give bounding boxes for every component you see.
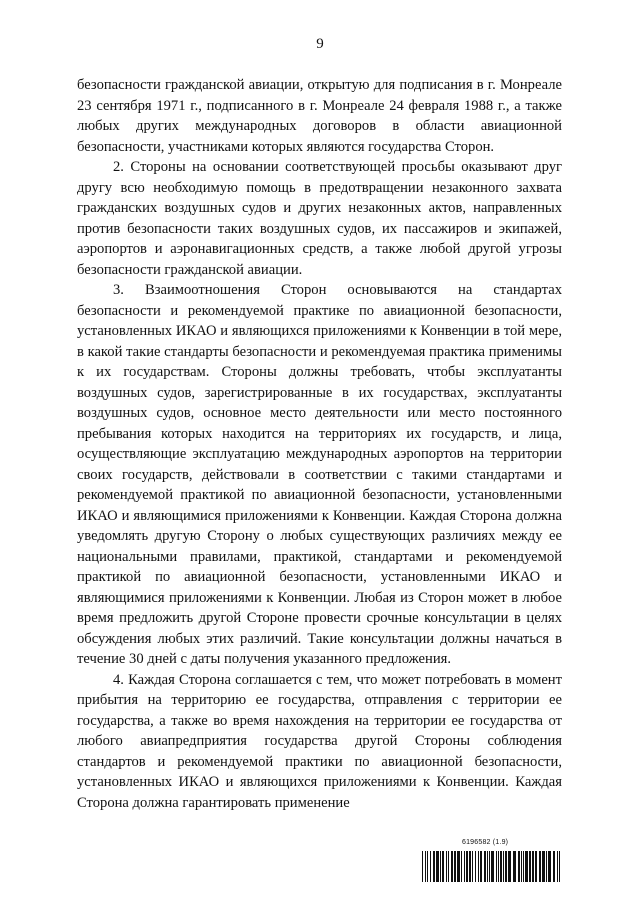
paragraph-p2: 2. Стороны на основании соответствующей просьбы оказывают друг другу всю необходимую помощь в предотвращении незаконного захвата гражданских воздушных судов и других незаконных актов, направленных против безопасности таких воздушных судов, их пассажиров и экипажей, аэропортов и аэронавигационных средств, а также любой другой угрозы безопасности гражданской авиации. (77, 159, 562, 278)
barcode-block (422, 839, 562, 883)
paragraph-p1: безопасности гражданской авиации, открытую для подписания в г. Монреале 23 сентября 1971 г., подписанного в г. Монреале 24 февраля 1988 г., а также любых других международных договоров в области авиационной безопасности, участниками которых являются государства Сторон. (77, 77, 562, 155)
paragraph-p4: 4. Каждая Сторона соглашается с тем, что может потребовать в момент прибытия на территорию ее государства, отправления с территории ее государства, а также во время нахождения на территории ее государства от любого авиапредприятия государства другой Стороны соблюдения стандартов и рекомендуемой практики по авиационной безопасности, установленных ИКАО и являющихся приложениями к Конвенции. Каждая Сторона должна гарантировать применение (77, 671, 562, 811)
document-code: 6196582 (1.9) (462, 839, 509, 846)
page-number: 9 (316, 36, 324, 52)
document-body (77, 75, 562, 813)
barcode-image (422, 851, 562, 882)
paragraph-p3: 3. Взаимоотношения Сторон основываются на стандартах безопасности и рекомендуемой практике по авиационной безопасности, установленных ИКАО и являющихся приложениями к Конвенции в той мере, в какой такие стандарты безопасности и рекомендуемая практика применимы к их государствам. Стороны должны требовать, чтобы эксплуатанты воздушных судов, зарегистрированные в их государствах, эксплуатанты воздушных судов, основное место деятельности или место постоянного пребывания которых находится на территориях их государств, и лица, осуществляющие эксплуатацию международных аэропортов на территории своих государств, действовали в соответствии с такими стандартами и рекомендуемой практикой по авиационной безопасности, установленными ИКАО и являющимися приложениями к Конвенции. Каждая Сторона должна уведомлять другую Сторону о любых существующих различиях между ее национальными правилами, практикой, стандартами и рекомендуемой практикой по авиационной безопасности, установленными ИКАО и являющимися приложениями к Конвенции. Любая из Сторон может в любое время предложить другой Стороне провести срочные консультации в целях обсуждения любых этих различий. Такие консультации должны начаться в течение 30 дней с даты получения указанного предложения. (77, 282, 562, 667)
